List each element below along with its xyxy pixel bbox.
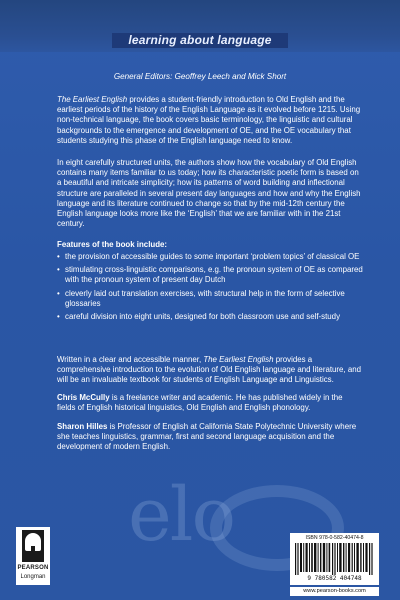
units-text: In eight carefully structured units, the authors show how the vocabulary of Old English contains many items familiar to us today; how its characteristic poetic form is based on a beautiful and intricate simplicity; how its patterns of word building and inflectional structure are paralleled in several present day languages and how and why the English language and its literature continued to change so that by the mid-12th century the English language looks more like the ‘English’ that we are familiar with in the 21st century.	[57, 158, 361, 229]
imprint-name: Longman	[20, 574, 46, 580]
list-item: • the provision of accessible guides to some important ‘problem topics’ of classical OE	[57, 252, 360, 261]
author2-bio: Sharon Hilles is Professor of English at California State Polytechnic University where she teaches linguistics, grammar, first and second language acquisition and the development of modern English.	[57, 422, 357, 452]
website-link[interactable]: www.pearson-books.com	[290, 587, 379, 596]
list-item: • careful division into eight units, designed for both classroom use and self-study	[57, 312, 341, 322]
summary-paragraph: Written in a clear and accessible manner, The Earliest English provides a comprehensive introduction to the evolution of Old English language and literature, and will be an invaluable textbook for students of English Language and Linguistics.	[57, 355, 361, 385]
list-item: • cleverly laid out translation exercises, with structural help in the form of selective glossaries	[57, 288, 345, 308]
background-watermark: elo	[128, 472, 235, 558]
book-title: The Earliest English	[57, 95, 128, 104]
author1-bio: Chris McCully is a freelance writer and academic. He has published widely in the fields of English historical linguistics, Old English and English phonology.	[57, 393, 343, 413]
series-title: learning about language	[128, 33, 272, 47]
features-heading: Features of the book include:	[57, 240, 168, 249]
intro-text: provides a student-friendly introduction to Old English and the earliest periods of the history of the English Language as it evolved before 1215. Using non-technical language, the book covers basic terminology, the linguistic and cultural backgrounds to the emergence and development of OE, and the OE vocabulary that students studying this phase of the English language need to know.	[57, 95, 361, 145]
barcode-icon	[295, 543, 374, 575]
pearson-logo	[16, 527, 50, 585]
isbn: ISBN 978-0-582-40474-8	[305, 535, 364, 541]
barcode-block	[290, 533, 379, 585]
features-list	[57, 252, 363, 325]
book-title: The Earliest English	[203, 355, 274, 364]
general-editors: General Editors: Geoffrey Leech and Mick Short	[113, 72, 287, 81]
publisher-name: PEARSON	[17, 565, 49, 571]
author2-name: Sharon Hilles	[57, 422, 108, 431]
barcode-number: 9 780582 404748	[307, 575, 362, 582]
bullet-icon: •	[57, 288, 60, 298]
units-paragraph	[57, 158, 363, 229]
bullet-icon: •	[57, 252, 60, 261]
intro-paragraph	[57, 95, 363, 146]
series-banner	[112, 33, 288, 48]
tree-icon	[22, 530, 44, 562]
list-item: • stimulating cross-linguistic comparisons, e.g. the pronoun system of OE as compared with the pronoun system of present day Dutch	[57, 265, 363, 285]
bullet-icon: •	[57, 265, 60, 275]
author1-name: Chris McCully	[57, 393, 110, 402]
bullet-icon: •	[57, 312, 60, 322]
